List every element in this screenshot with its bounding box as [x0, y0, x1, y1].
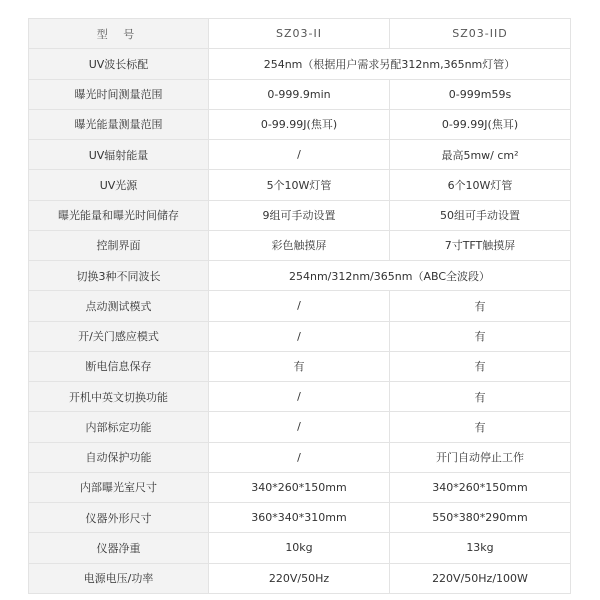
row-model-a-value-cell: 360*340*310mm — [209, 503, 390, 533]
row-model-b-value-cell: 550*380*290mm — [390, 503, 571, 533]
row-model-b-value-cell: 220V/50Hz/100W — [390, 563, 571, 593]
row-label-cell: 电源电压/功率 — [29, 563, 209, 593]
row-model-a-value-cell: 220V/50Hz — [209, 563, 390, 593]
row-label-cell: 仪器净重 — [29, 533, 209, 563]
table-body — [29, 19, 571, 594]
table-row — [29, 291, 571, 321]
row-model-b-value-cell: 7寸TFT触摸屏 — [390, 230, 571, 260]
row-model-b-value-cell: 有 — [390, 321, 571, 351]
row-label-cell: 曝光能量和曝光时间储存 — [29, 200, 209, 230]
row-model-a-value-cell: 有 — [209, 351, 390, 381]
row-model-b-value-cell: 50组可手动设置 — [390, 200, 571, 230]
row-label-cell: 控制界面 — [29, 230, 209, 260]
table-row — [29, 563, 571, 593]
table-row — [29, 170, 571, 200]
header-model-a-cell: SZ03-II — [209, 19, 390, 49]
table-row — [29, 230, 571, 260]
table-row — [29, 79, 571, 109]
spec-comparison-table — [28, 18, 571, 594]
row-model-b-value-cell: 13kg — [390, 533, 571, 563]
row-label-cell: 点动测试模式 — [29, 291, 209, 321]
row-model-b-value-cell: 340*260*150mm — [390, 472, 571, 502]
row-model-a-value-cell: 10kg — [209, 533, 390, 563]
row-model-b-value-cell: 开门自动停止工作 — [390, 442, 571, 472]
row-model-b-value-cell: 0-999m59s — [390, 79, 571, 109]
row-label-cell: 自动保护功能 — [29, 442, 209, 472]
table-row — [29, 351, 571, 381]
row-label-cell: 切换3种不同波长 — [29, 261, 209, 291]
row-model-a-value-cell: / — [209, 412, 390, 442]
row-label-cell: 断电信息保存 — [29, 351, 209, 381]
table-row — [29, 382, 571, 412]
row-model-a-value-cell: / — [209, 140, 390, 170]
row-label-cell: 内部标定功能 — [29, 412, 209, 442]
row-model-b-value-cell: 有 — [390, 382, 571, 412]
table-row — [29, 109, 571, 139]
row-model-b-value-cell: 0-99.99J(焦耳) — [390, 109, 571, 139]
row-model-b-value-cell: 6个10W灯管 — [390, 170, 571, 200]
row-label-cell: 仪器外形尺寸 — [29, 503, 209, 533]
row-model-a-value-cell: / — [209, 321, 390, 351]
table-row — [29, 200, 571, 230]
table-row — [29, 472, 571, 502]
row-model-b-value-cell: 最高5mw/ cm² — [390, 140, 571, 170]
row-label-cell: UV波长标配 — [29, 49, 209, 79]
row-model-a-value-cell: 0-99.99J(焦耳) — [209, 109, 390, 139]
row-model-a-value-cell: 340*260*150mm — [209, 472, 390, 502]
table-row — [29, 503, 571, 533]
table-row — [29, 533, 571, 563]
row-model-a-value-cell: / — [209, 291, 390, 321]
header-model-b-cell: SZ03-IID — [390, 19, 571, 49]
row-model-a-value-cell: 5个10W灯管 — [209, 170, 390, 200]
row-model-b-value-cell: 有 — [390, 291, 571, 321]
table-row — [29, 49, 571, 79]
row-label-cell: 开/关门感应模式 — [29, 321, 209, 351]
row-label-cell: 曝光能量测量范围 — [29, 109, 209, 139]
row-merged-value-cell: 254nm（根据用户需求另配312nm,365nm灯管） — [209, 49, 571, 79]
table-row — [29, 412, 571, 442]
table-row — [29, 140, 571, 170]
row-model-a-value-cell: / — [209, 382, 390, 412]
row-label-cell: UV辐射能量 — [29, 140, 209, 170]
header-row — [29, 19, 571, 49]
row-model-a-value-cell: 9组可手动设置 — [209, 200, 390, 230]
row-label-cell: 内部曝光室尺寸 — [29, 472, 209, 502]
table-row — [29, 442, 571, 472]
table-row — [29, 261, 571, 291]
row-model-a-value-cell: 彩色触摸屏 — [209, 230, 390, 260]
row-merged-value-cell: 254nm/312nm/365nm（ABC全波段） — [209, 261, 571, 291]
row-label-cell: UV光源 — [29, 170, 209, 200]
row-model-b-value-cell: 有 — [390, 412, 571, 442]
row-label-cell: 曝光时间测量范围 — [29, 79, 209, 109]
row-model-a-value-cell: 0-999.9min — [209, 79, 390, 109]
table-row — [29, 321, 571, 351]
row-label-cell: 开机中英文切换功能 — [29, 382, 209, 412]
row-model-a-value-cell: / — [209, 442, 390, 472]
row-model-b-value-cell: 有 — [390, 351, 571, 381]
header-label-cell: 型 号 — [29, 19, 209, 49]
